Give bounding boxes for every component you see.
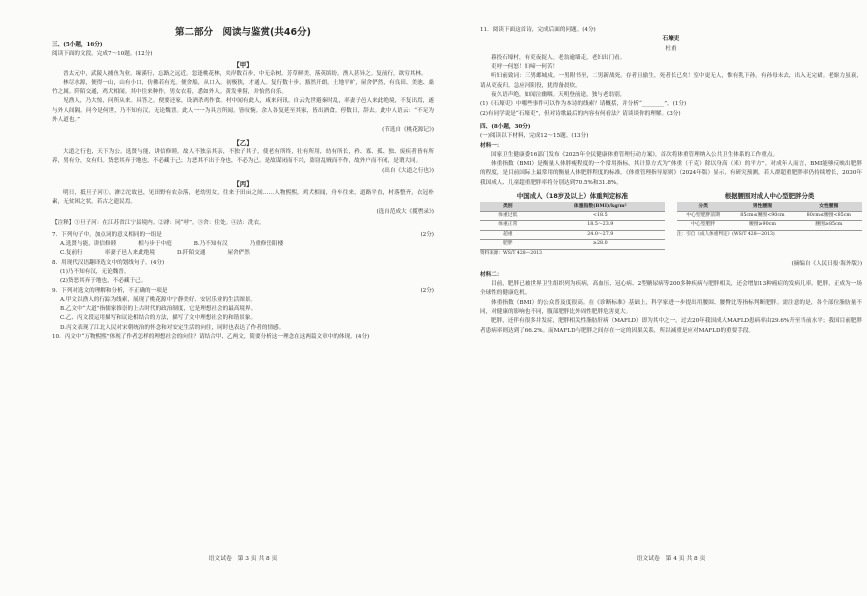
exam-page-3 <box>52 26 434 566</box>
poem-author: 杜甫 <box>665 45 677 52</box>
question-8-item: (2)货恶其弃于地也，不必藏于己。 <box>60 278 147 285</box>
section-3-intro: 阅读下面的文段，完成7～10题。(12分) <box>52 51 153 58</box>
table-row <box>480 221 665 231</box>
waist-table-source: 注：引自《成人体重判定》(WS/T 428—2013) <box>677 231 775 237</box>
option-a-compare: 相与步于中庭 <box>138 241 172 248</box>
poem-line: 听妇前致词：三男邺城戍。一男附书至，二男新战死。存者且偷生，死者长已矣！室中更无人，惟有乳下孙。有孙母未去，出入无完裙。老妪力虽衰，请从吏夜归。急应河阳役，犹得备晨炊。 <box>480 73 862 89</box>
passage-yi-source: (出自《大道之行也》) <box>382 168 434 175</box>
question-7-options-cd <box>60 249 434 258</box>
passage-yi-para: 大道之行也，天下为公。选贤与能，讲信修睦。故人不独亲其亲，不独子其子，使老有所终，壮有所用，幼有所长，矜、寡、孤、独、废疾者皆有所养，男有分，女有归。货恶其弃于地也，不必藏于己；力恶其不出于身也，不必为己。是故谋闭而不兴，盗窃乱贼而不作，故外户而不闭，是谓大同。 <box>52 148 434 164</box>
table-header-cell: 女性腰围 <box>796 202 862 211</box>
option-c: C.复前行 <box>60 250 83 257</box>
material-1-para: 国家卫生健康委16部门发布《2025年全民健康体重管理行动方案》，首次将体重管理纳入公共卫生体系的工作重点。 <box>491 151 779 158</box>
passage-jia-source: (节选自《桃花源记》) <box>382 127 434 134</box>
poem-title: 石壕吏 <box>662 36 680 43</box>
poem-line: 暮投石壕村，有吏夜捉人。老翁逾墙走，老妇出门看。 <box>491 54 626 61</box>
table-row <box>480 240 665 250</box>
page-footer: 语文试卷 第 4 页 共 8 页 <box>636 555 706 562</box>
bmi-table <box>480 202 665 250</box>
section-3-heading: 三、(5小题，16分) <box>52 42 103 48</box>
table-header-cell: 体重指数(BMI)/kg/m² <box>536 202 665 211</box>
question-9-score: (2分) <box>420 287 434 294</box>
table-row <box>480 230 665 240</box>
material-2-label: 材料二： <box>480 271 503 278</box>
part-title: 第二部分 阅读与鉴赏(共46分) <box>175 27 311 38</box>
material-2-para: 肥胖，还伴有很多并发症，肥胖相关性脂肪肝病（MAFLD）即为其中之一。过去20年我国成人MAFLD患病率由29.6%升至当前水平；我国目前肥胖者患病率则达到了66.2%。而MAFLD与肥胖之间存在一定的因果关系，所以减重是应对MAFLD的重要手段。 <box>480 318 862 334</box>
passage-bing-heading: 【丙】 <box>233 179 253 188</box>
table-cell: 24.0～27.9 <box>536 230 665 240</box>
material-2-para: 目前，肥胖已被世界卫生组织列为疾病，高血压、冠心病、2型糖尿病等200多种疾病与肥胖相关，还会增加13种癌症的发病几率。肥胖，正成为一场全球性的健康危机。 <box>480 281 862 297</box>
passage-yi-heading: 【乙】 <box>233 138 253 147</box>
question-11-stem: 11．阅读下面这首诗，完成后面的问题。(4分) <box>480 27 596 33</box>
question-9-option: C.乙、丙文段运用描写和议论相结合的方法，描写了文中理想社会的和谐景象。 <box>60 315 257 322</box>
option-c-compare: 率妻子邑人来此绝境 <box>104 250 155 257</box>
question-11-item: (2)有同学说是“石壕吏”，但对诗歌最后的内容有何看法？请谈谈你的理解。(3分) <box>480 110 681 117</box>
bmi-table-source: 资料来源：WS/T 428—2013 <box>480 250 542 256</box>
question-8-stem: 8．用现代汉语翻译选文中的划线句子。(4分) <box>52 259 165 266</box>
question-9-option: A.甲文以渔人的行踪为线索，展现了桃花源中宁静美好、安居乐业的生活图景。 <box>60 296 257 303</box>
passage-bing-para: 明日，抵旦子河①。滹②沱故邑，见田野有农杂落，老幼男女，往来于田亩之间……人物熙熙，鸡犬相闻，舟车往来，道路平直，村落整齐，衣冠朴素，无贫困之状，若古之遗民焉。 <box>52 189 434 205</box>
waist-table-block <box>677 191 862 258</box>
material-1-label: 材料一： <box>480 142 503 149</box>
table-row <box>677 211 862 221</box>
option-d: D.阡陌交通 <box>177 250 206 257</box>
subsection-1-heading: (一)阅读以下材料，完成12～15题。(13分) <box>480 133 589 140</box>
table-cell: 体重过低 <box>480 211 536 221</box>
table-header-row <box>677 202 862 211</box>
bmi-standard-table-block <box>480 191 665 258</box>
annotation-notes: 【注释】①旦子河：在江苏省江宁县境内。②滹：同“呼”。③舍：住处。④沽：洗衣。 <box>52 220 265 227</box>
question-11-item: (1)《石壕吏》中哪些事件可以作为本诗的线索？请概括，并分析“________”。(1分) <box>480 101 687 108</box>
question-7-stem: 7．下列句子中，加点词的意义相同的一组是 <box>52 231 162 238</box>
table-header-row <box>480 202 665 211</box>
table-cell: 超重 <box>480 230 536 240</box>
bmi-table-title: 中国成人（18岁及以上）体重判定标准 <box>516 192 629 201</box>
table-cell: <18.5 <box>536 211 665 221</box>
table-cell: 中心型肥胖前期 <box>677 211 729 221</box>
option-b-compare: 乃重修岳阳楼 <box>249 241 284 248</box>
poem-line: 吏呼一何怒！妇啼一何苦！ <box>491 64 559 71</box>
table-row <box>480 211 665 221</box>
question-8-item: (1)乃不知有汉，无论魏晋。 <box>60 268 130 275</box>
question-7-score: (2分) <box>420 231 434 238</box>
material-1-para: 体重指数（BMI）是衡量人体胖瘦程度的一个常用指标，其计算方式为“体重（千克）除以身高（米）的平方”。对成年人而言，BMI能够反映出肥胖的程度，是目前国际上最常用的衡量人体肥胖程度的标准。《体重管理指导原则》（2024年版）显示，有研究预测，若人群超重肥胖率仍持续增长，2030年我国成人、儿童超重肥胖率将分别达到70.5%和31.8%。 <box>480 161 862 186</box>
bmi-tables <box>480 191 862 258</box>
passage-bing-source: (选自范成大《揽辔录》) <box>376 209 434 216</box>
poem-line: 夜久语声绝，如闻泣幽咽。天明登前途，独与老翁别。 <box>491 92 626 99</box>
waist-table <box>677 202 862 231</box>
option-d-compare: 屋舍俨然 <box>227 250 250 257</box>
waist-table-title: 根据腰围对成人中心型肥胖分类 <box>724 192 815 201</box>
table-cell: ≥28.0 <box>536 240 665 250</box>
page-footer: 语文试卷 第 3 页 共 8 页 <box>208 555 278 562</box>
table-cell: 80cm≤腰围<85cm <box>796 211 862 221</box>
question-9-stem: 9．下列对选文的理解和分析，不正确的一项是 <box>52 287 168 294</box>
passage-jia-heading: 【甲】 <box>233 60 253 69</box>
table-cell: 18.5～23.9 <box>536 221 665 231</box>
option-a: A.选贤与能，讲信修睦 <box>60 241 117 248</box>
material-2-para: 体重指数（BMI）的公众普及度很高。在《诊断标准》基础上，科学家进一步提出用腰围、腰臀比等指标判断肥胖。需注意的是，各个部位脂肪量不同，对健康的影响也不同，腹部肥胖比外周性肥胖危害更大。 <box>480 299 862 316</box>
table-cell: 中心型肥胖 <box>677 221 729 231</box>
question-9 <box>52 287 434 296</box>
passage-jia-para: 林尽水源，便得一山，山有小口，仿佛若有光。便舍船，从口入。初极狭，才通人。复行数十步，豁然开朗。土地平旷，屋舍俨然，有良田、美池、桑竹之属。阡陌交通，鸡犬相闻。其中往来种作，男女衣着，悉如外人。黄发垂髫，并怡然自乐。 <box>52 79 434 96</box>
table-row <box>677 221 862 231</box>
passage-jia-para: 晋太元中，武陵人捕鱼为业。缘溪行，忘路之远近。忽逢桃花林，夹岸数百步，中无杂树，芳草鲜美，落英缤纷。渔人甚异之。复前行，欲穷其林。 <box>63 70 427 77</box>
table-header-cell: 分类 <box>677 202 729 211</box>
table-header-cell: 男性腰围 <box>729 202 795 211</box>
exam-page-4 <box>480 26 862 566</box>
section-4-heading: 四、(8小题，30分) <box>480 123 531 130</box>
passage-jia-para: 见渔人，乃大惊，问所从来。具答之。便要还家，设酒杀鸡作食。村中闻有此人，咸来问讯。自云先世避秦时乱，率妻子邑人来此绝境，不复出焉，遂与外人间隔。问今是何世，乃不知有汉，无论魏晋。此人一一为具言所闻，皆叹惋。余人各复延至其家，皆出酒食。停数日，辞去。此中人语云：“不足为外人道也。” <box>52 98 434 124</box>
table-cell: 体重正常 <box>480 221 536 231</box>
question-9-option: B.乙文中“大道”指儒家推崇的上古时代的政治制度，它是理想社会的最高境界。 <box>60 306 257 313</box>
excerpt-credit: (摘编自《人民日报·海外版》) <box>791 260 862 267</box>
question-7-options-ab <box>60 240 434 249</box>
table-cell: 85cm≤腰围<90cm <box>729 211 795 221</box>
table-cell: 腰围≥85cm <box>796 221 862 231</box>
question-10: 10．丙文中“万物熙熙”体现了作者怎样的理想社会的向往？请结合甲、乙两文，简要分析这一理念在这两篇文章中的体现。(4分) <box>52 334 370 341</box>
question-7 <box>52 231 434 240</box>
option-b: B.乃不知有汉 <box>193 241 228 248</box>
question-9-option: D.丙文表现了江北人民对宋朝统治的怀念和对安定生活的向往，同时也表达了作者的情感。 <box>60 324 285 331</box>
table-header-cell: 类别 <box>480 202 536 211</box>
table-cell: 肥胖 <box>480 240 536 250</box>
table-cell: 腰围≥90cm <box>729 221 795 231</box>
